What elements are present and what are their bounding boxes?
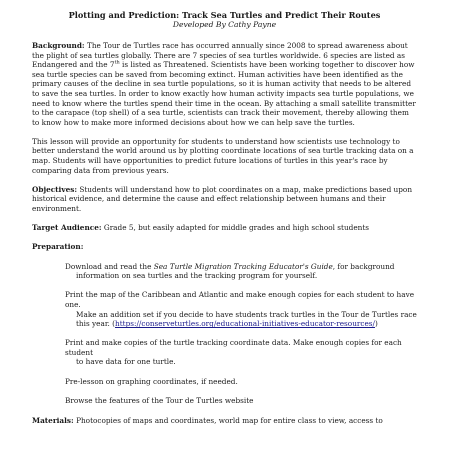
document-title: Plotting and Prediction: Track Sea Turtles and Predict Their Routes: [68, 10, 381, 20]
background-text-b: is listed as Threatened. Scientists have been working together to discover how sea turtle species can be saved from becoming extinct. Human activities have been identified as the primary causes of the decline in sea turtle populations, so it is human activity that needs to be altered to save the sea turtles. In order to know exactly how human activity impacts sea turtle populations, we need to know where the turtles spend their time in the ocean. By attaching a small satellite transmitter to the carapace (top shell) of a sea turtle, scientists can track their movement, thereby allowing them to know how to make more informed decisions about how we can help save the turtles.: [32, 60, 416, 127]
prep-item-text: Make an addition set if you decide to have students track turtles in the Tour de Turtles race this year. (: [76, 309, 417, 329]
materials-paragraph: [32, 416, 417, 426]
background-text-a: The Tour de Turtles race has occurred annually since 2008 to spread awareness about the plight of sea turtles globally. There are 7 species of sea turtles worldwide. 6 species are listed as Endangered and the 7: [32, 41, 408, 70]
background-superscript: th: [114, 59, 120, 66]
prep-item-continuation: [65, 310, 417, 329]
prep-item-text: Print and make copies of the turtle tracking coordinate data. Make enough copies for each student: [65, 338, 402, 357]
preparation-item: Pre-lesson on graphing coordinates, if needed.: [65, 376, 238, 386]
lesson-paragraph: This lesson will provide an opportunity for students to understand how scientists use technology to better understand the world around us by plotting coordinate locations of sea turtle tracking data on a map. Students will have opportunities to predict future locations of turtles in this year's race by comparing data from previous years.: [32, 136, 414, 175]
preparation-item: [32, 262, 417, 281]
preparation-item: [32, 338, 417, 367]
preparation-heading: Preparation:: [32, 242, 84, 252]
materials-label: Materials:: [32, 415, 74, 425]
preparation-item: Browse the features of the Tour de Turtles website: [65, 396, 254, 406]
prep-item-text: ): [374, 319, 378, 329]
prep-item-text: Print the map of the Caribbean and Atlantic and make enough copies for each student to have one.: [65, 290, 415, 309]
background-label: Background:: [32, 41, 85, 50]
materials-text: Photocopies of maps and coordinates, world map for entire class to view, access to: [76, 415, 383, 425]
target-audience-paragraph: [32, 223, 417, 233]
educator-guide-title: Sea Turtle Migration Tracking Educator's Guide: [153, 261, 333, 271]
prep-item-continuation: information on sea turtles and the tracking program for yourself.: [76, 271, 318, 281]
objectives-text: Students will understand how to plot coordinates on a map, make predictions based upon historical evidence, and determine the cause and effect relationship between humans and their environment.: [32, 184, 413, 213]
preparation-item: [32, 290, 417, 328]
document-subtitle: Developed By Cathy Payne: [172, 20, 277, 29]
target-audience-label: Target Audience:: [32, 223, 102, 232]
prep-item-text: Download and read the: [65, 261, 154, 271]
prep-item-continuation: to have data for one turtle.: [76, 357, 176, 367]
educator-resources-link[interactable]: https://conserveturtles.org/educational-initiatives-educator-resources/: [115, 319, 375, 329]
prep-item-text: , for background: [332, 261, 395, 271]
target-audience-text: Grade 5, but easily adapted for middle grades and high school students: [103, 223, 370, 232]
objectives-paragraph: [32, 185, 417, 214]
objectives-label: Objectives:: [32, 184, 78, 194]
background-paragraph: [32, 41, 417, 127]
